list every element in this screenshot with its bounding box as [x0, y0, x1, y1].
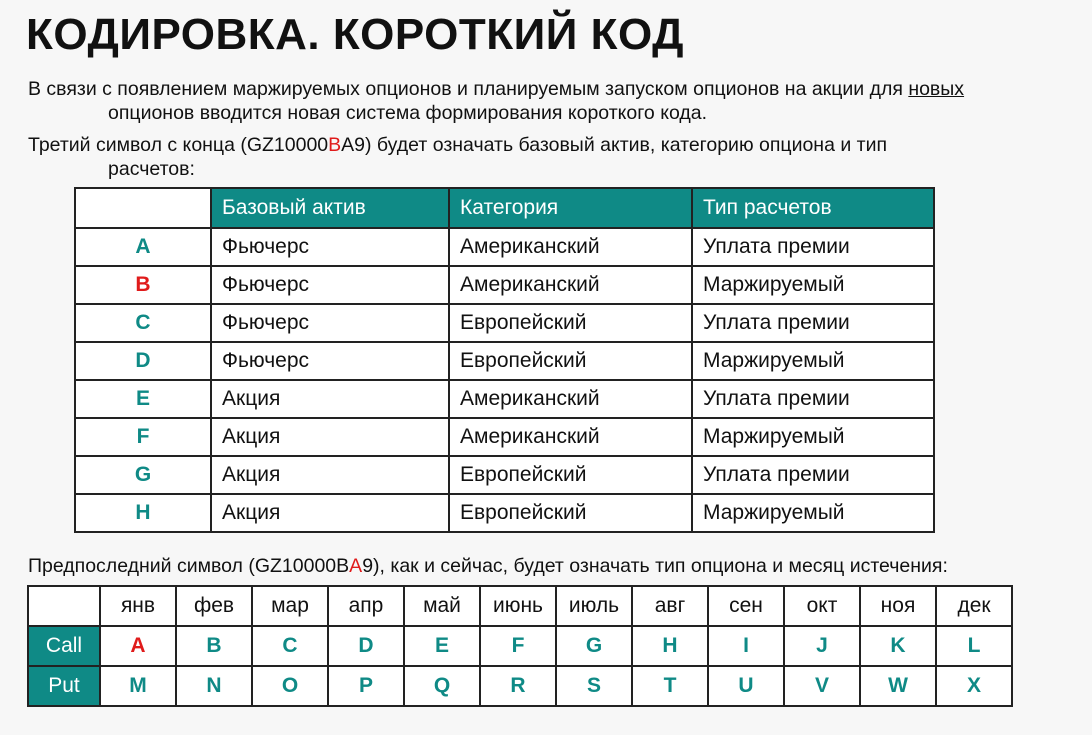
cell-settlement: Уплата премии: [692, 380, 934, 418]
cell-asset: Фьючерс: [211, 342, 449, 380]
call-code-cell: E: [404, 626, 480, 666]
table-row: [75, 418, 934, 456]
table-row: [75, 266, 934, 304]
call-code-cell: J: [784, 626, 860, 666]
cell-asset: Акция: [211, 418, 449, 456]
cell-code: E: [75, 380, 211, 418]
penultimate-text-after: 9), как и сейчас, будет означать тип опциона и месяц истечения:: [362, 555, 948, 577]
penultimate-symbol-paragraph: [28, 554, 1088, 578]
put-code-cell: N: [176, 666, 252, 706]
put-row: [28, 666, 1012, 706]
put-code-cell: O: [252, 666, 328, 706]
cell-asset: Фьючерс: [211, 228, 449, 266]
penultimate-text-before: Предпоследний символ (GZ10000B: [28, 555, 350, 577]
cell-category: Европейский: [449, 456, 692, 494]
month-header-row: [28, 586, 1012, 626]
third-symbol-text-before: Третий символ с конца (GZ10000: [28, 134, 329, 156]
intro-paragraph: [28, 77, 1078, 125]
cell-settlement: Маржируемый: [692, 494, 934, 532]
call-code-cell: F: [480, 626, 556, 666]
call-code-cell: A: [100, 626, 176, 666]
call-code-cell: K: [860, 626, 936, 666]
put-code-cell: W: [860, 666, 936, 706]
table-row: [75, 342, 934, 380]
cell-settlement: Маржируемый: [692, 418, 934, 456]
month-header: май: [404, 586, 480, 626]
call-code-cell: D: [328, 626, 404, 666]
intro-line2: опционов вводится новая система формирования короткого кода.: [108, 102, 708, 124]
call-code-cell: H: [632, 626, 708, 666]
table-header-corner: [75, 188, 211, 228]
third-symbol-line2: расчетов:: [108, 158, 195, 180]
month-header: дек: [936, 586, 1012, 626]
call-code-cell: I: [708, 626, 784, 666]
page-title: КОДИРОВКА. КОРОТКИЙ КОД: [26, 10, 684, 59]
table-header-settlement: Тип расчетов: [692, 188, 934, 228]
put-code-cell: Q: [404, 666, 480, 706]
table-header-asset: Базовый актив: [211, 188, 449, 228]
month-header: авг: [632, 586, 708, 626]
put-label: Put: [28, 666, 100, 706]
intro-text: В связи с появлением маржируемых опционов и планируемым запуском опционов на акции для: [28, 78, 909, 100]
cell-code: G: [75, 456, 211, 494]
cell-asset: Фьючерс: [211, 266, 449, 304]
call-code-cell: G: [556, 626, 632, 666]
cell-code: A: [75, 228, 211, 266]
table-header-row: [75, 188, 934, 228]
cell-code: B: [75, 266, 211, 304]
call-row: [28, 626, 1012, 666]
cell-category: Американский: [449, 418, 692, 456]
cell-settlement: Маржируемый: [692, 266, 934, 304]
cell-category: Европейский: [449, 494, 692, 532]
cell-code: C: [75, 304, 211, 342]
cell-asset: Акция: [211, 494, 449, 532]
month-header: окт: [784, 586, 860, 626]
cell-asset: Фьючерс: [211, 304, 449, 342]
third-symbol-paragraph: [28, 133, 1078, 181]
cell-category: Американский: [449, 380, 692, 418]
month-code-table: [27, 585, 1013, 707]
table-row: [75, 494, 934, 532]
put-code-cell: S: [556, 666, 632, 706]
table-row: [75, 380, 934, 418]
table-row: [75, 304, 934, 342]
table-row: [75, 228, 934, 266]
call-code-cell: B: [176, 626, 252, 666]
call-label: Call: [28, 626, 100, 666]
put-code-cell: X: [936, 666, 1012, 706]
month-header: июнь: [480, 586, 556, 626]
cell-settlement: Маржируемый: [692, 342, 934, 380]
cell-settlement: Уплата премии: [692, 304, 934, 342]
settlement-code-table: [74, 187, 935, 533]
put-code-cell: T: [632, 666, 708, 706]
month-header: фев: [176, 586, 252, 626]
month-table-corner: [28, 586, 100, 626]
table-row: [75, 456, 934, 494]
table-header-category: Категория: [449, 188, 692, 228]
cell-asset: Акция: [211, 380, 449, 418]
cell-asset: Акция: [211, 456, 449, 494]
put-code-cell: R: [480, 666, 556, 706]
intro-underlined-word: новых: [908, 78, 965, 100]
cell-category: Американский: [449, 266, 692, 304]
month-header: июль: [556, 586, 632, 626]
penultimate-highlight: A: [349, 555, 363, 577]
month-header: ноя: [860, 586, 936, 626]
cell-code: D: [75, 342, 211, 380]
third-symbol-text-after: A9) будет означать базовый актив, категорию опциона и тип: [341, 134, 888, 156]
cell-code: F: [75, 418, 211, 456]
call-code-cell: C: [252, 626, 328, 666]
cell-category: Американский: [449, 228, 692, 266]
month-header: апр: [328, 586, 404, 626]
month-header: сен: [708, 586, 784, 626]
call-code-cell: L: [936, 626, 1012, 666]
month-header: янв: [100, 586, 176, 626]
cell-settlement: Уплата премии: [692, 228, 934, 266]
put-code-cell: M: [100, 666, 176, 706]
third-symbol-highlight: B: [328, 134, 342, 156]
month-header: мар: [252, 586, 328, 626]
put-code-cell: V: [784, 666, 860, 706]
cell-category: Европейский: [449, 342, 692, 380]
cell-category: Европейский: [449, 304, 692, 342]
put-code-cell: U: [708, 666, 784, 706]
cell-code: H: [75, 494, 211, 532]
cell-settlement: Уплата премии: [692, 456, 934, 494]
put-code-cell: P: [328, 666, 404, 706]
